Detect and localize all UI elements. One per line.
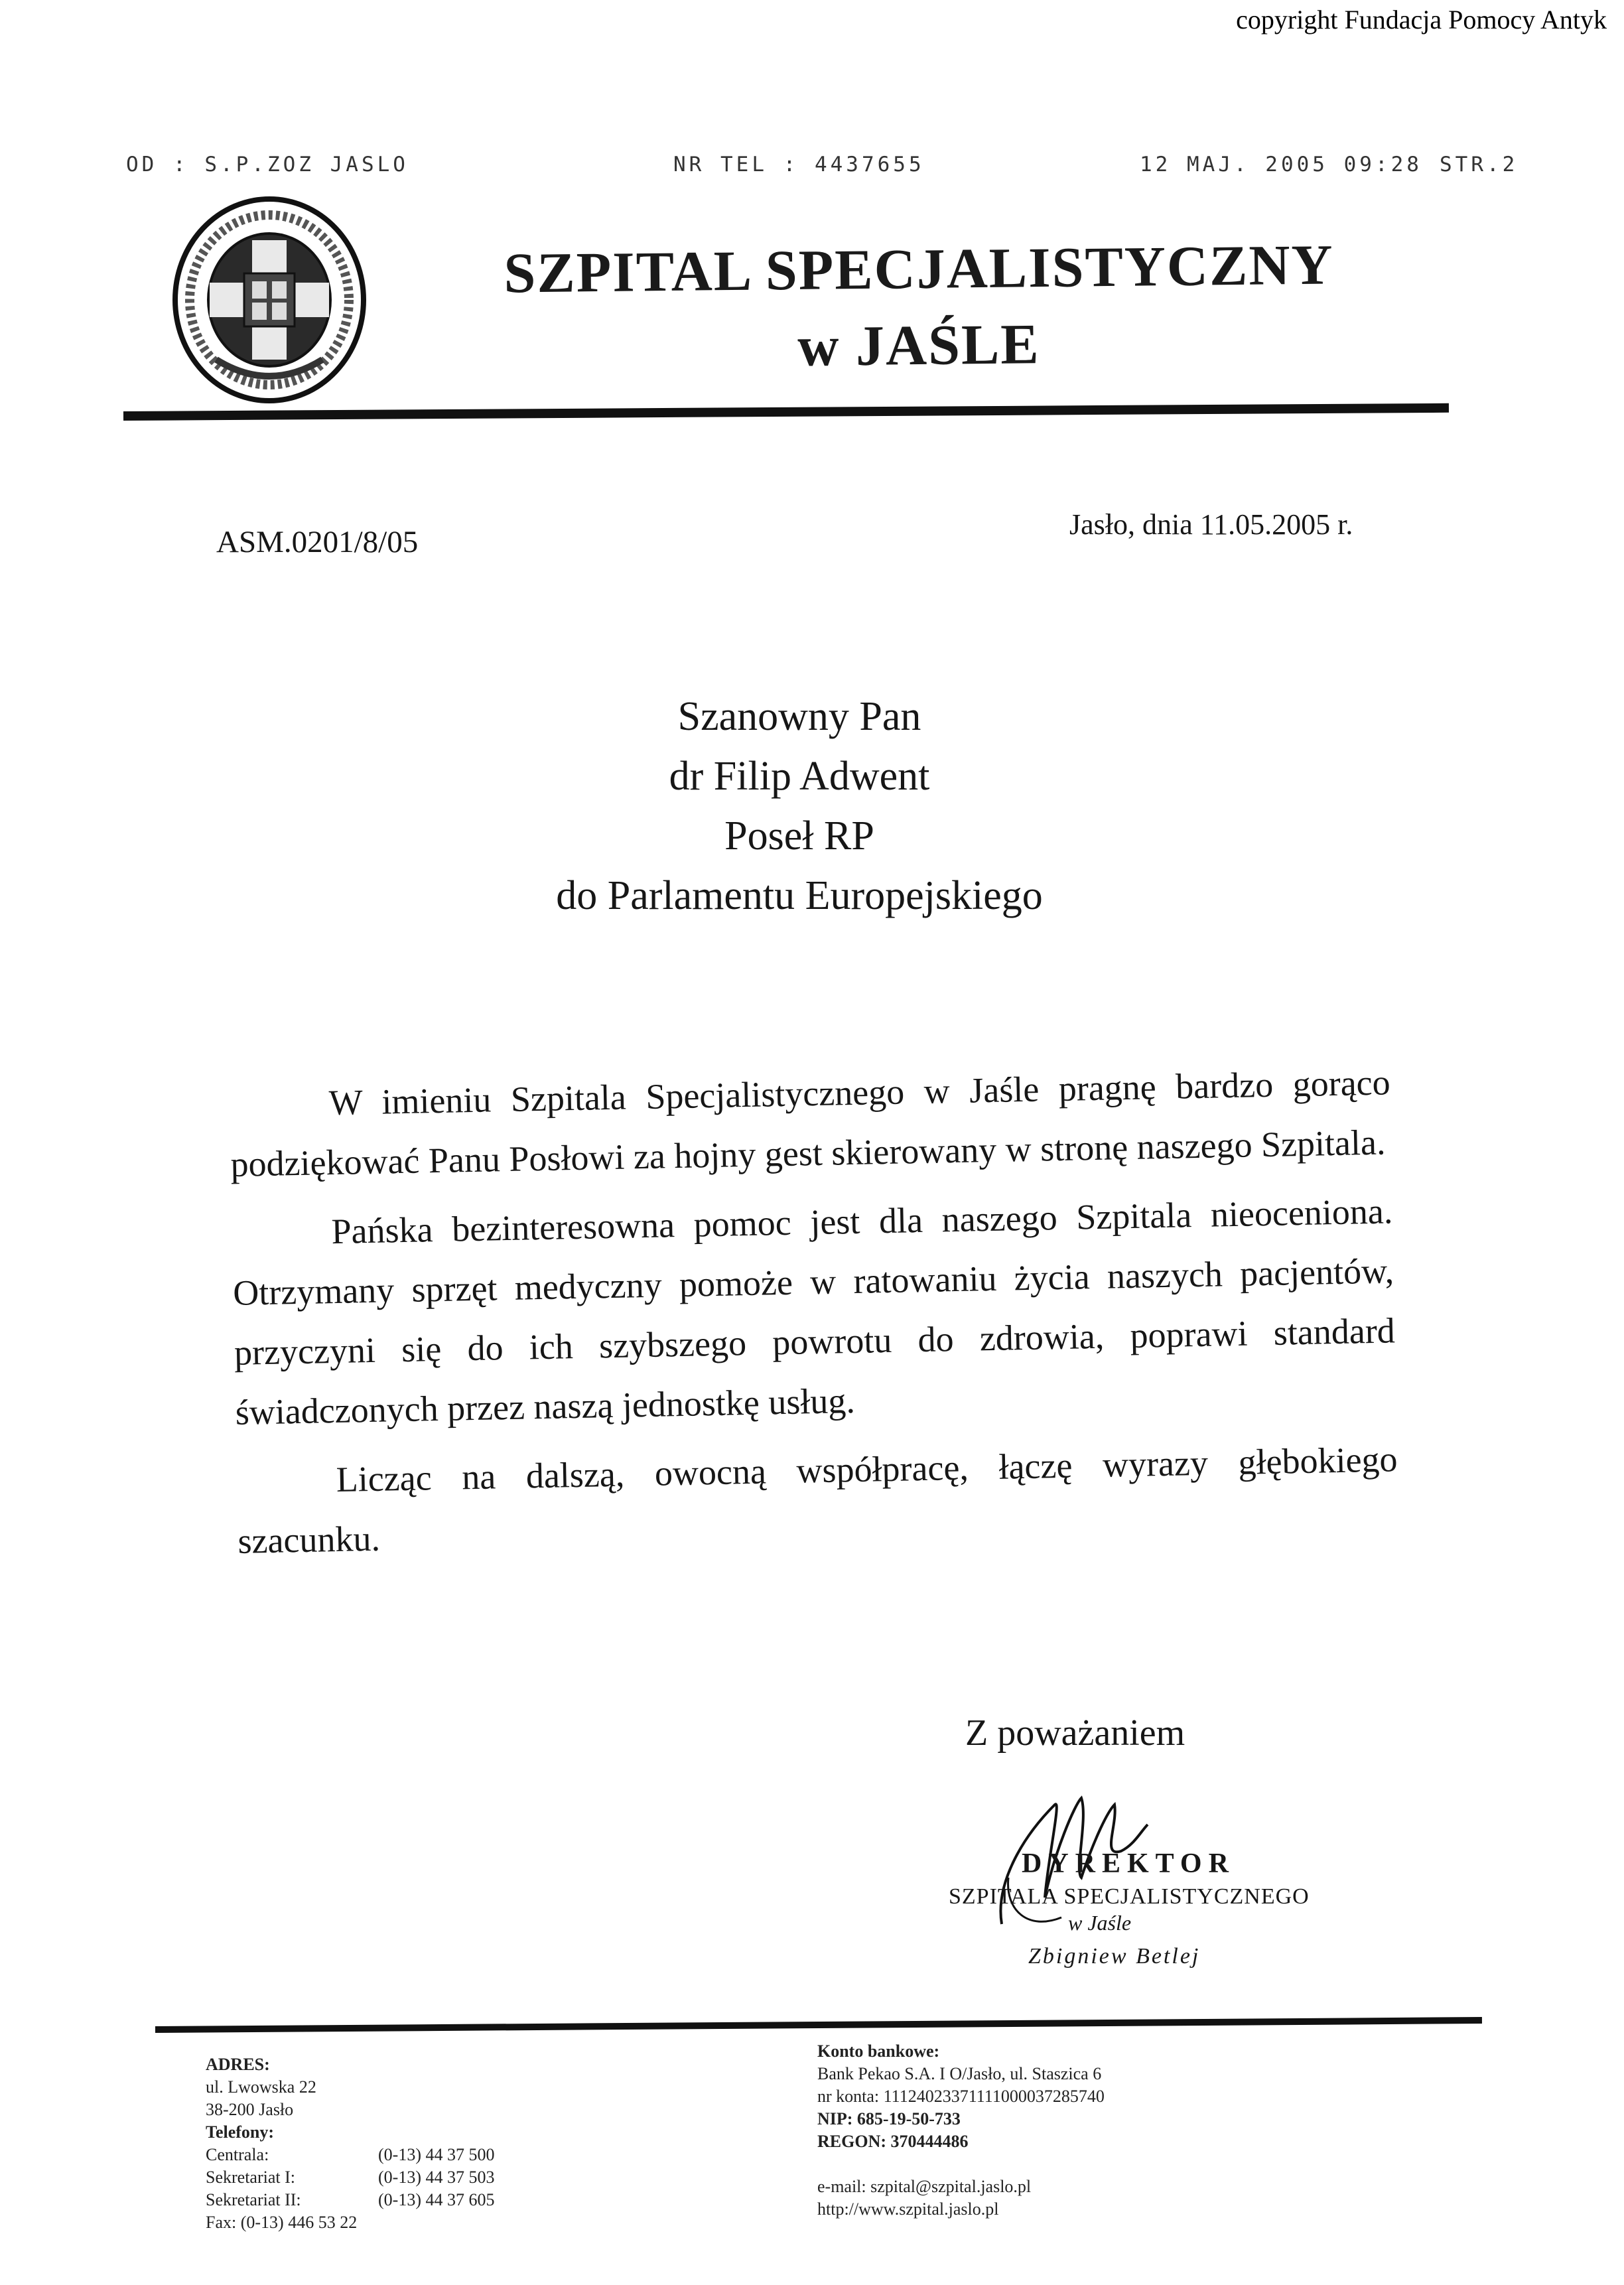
phone-row — [206, 2144, 494, 2166]
phone-number: (0-13) 44 37 500 — [378, 2145, 495, 2164]
addressee-name: dr Filip Adwent — [669, 754, 930, 799]
addressee-title: Poseł RP — [724, 813, 874, 859]
phones-label: Telefony: — [206, 2122, 275, 2142]
signature-stamp — [942, 1778, 1314, 1977]
nip: NIP: 685-19-50-733 — [817, 2109, 961, 2128]
stamp-title: DYREKTOR — [1022, 1848, 1235, 1879]
fax-header-from: OD : S.P.ZOZ JASLO — [126, 153, 409, 176]
footer-divider — [155, 2017, 1482, 2033]
copyright-notice: copyright Fundacja Pomocy Antyk — [1236, 5, 1607, 35]
addressee-institution: do Parlamentu Europejskiego — [556, 873, 1043, 918]
closing-phrase: Z poważaniem — [965, 1712, 1185, 1754]
website-link[interactable]: http://www.szpital.jaslo.pl — [817, 2199, 999, 2219]
footer-bank-block — [817, 2040, 1105, 2221]
fax-header-tel: NR TEL : 4437655 — [673, 153, 925, 176]
stamp-organization: SZPITALA SPECJALISTYCZNEGO — [949, 1884, 1310, 1909]
reference-number: ASM.0201/8/05 — [216, 525, 419, 559]
phone-label: Sekretariat I: — [206, 2168, 295, 2187]
phone-row — [206, 2189, 494, 2211]
place-date: Jasło, dnia 11.05.2005 r. — [1069, 508, 1353, 541]
body-paragraph-1: W imieniu Szpitala Specjalistycznego w Jaśle pragnę bardzo gorąco podziękować Panu Posłowi za hojny gest skierowany w stronę naszego Szpitala. — [230, 1062, 1391, 1184]
fax-header-datetime: 12 MAJ. 2005 09:28 — [1140, 153, 1422, 176]
email-link[interactable]: e-mail: szpital@szpital.jaslo.pl — [817, 2177, 1032, 2196]
phone-number: (0-13) 44 37 605 — [378, 2190, 495, 2209]
fax-header-page: STR.2 — [1440, 153, 1519, 176]
stamp-location: w Jaśle — [1068, 1911, 1132, 1935]
phone-label: Sekretariat II: — [206, 2190, 301, 2209]
bank-label: Konto bankowe: — [817, 2042, 940, 2061]
hospital-name: SZPITAL SPECJALISTYCZNY — [503, 232, 1335, 305]
street: ul. Lwowska 22 — [206, 2077, 316, 2097]
bank-account: nr konta: 11124023371111000037285740 — [817, 2087, 1105, 2106]
addressee-salutation: Szanowny Pan — [677, 694, 921, 739]
signatory-name: Zbigniew Betlej — [1028, 1944, 1201, 1969]
fax-number: Fax: (0-13) 446 53 22 — [206, 2213, 358, 2232]
phone-number: (0-13) 44 37 503 — [378, 2168, 495, 2187]
footer-address-block — [206, 2053, 494, 2234]
phone-row — [206, 2166, 494, 2189]
city: 38-200 Jasło — [206, 2100, 294, 2119]
regon: REGON: 370444486 — [817, 2132, 969, 2151]
phone-label: Centrala: — [206, 2145, 269, 2164]
bank-name: Bank Pekao S.A. I O/Jasło, ul. Staszica 6 — [817, 2064, 1102, 2083]
body-paragraph-3: Licząc na dalszą, owocną współpracę, łączę wyrazy głębokiego szacunku. — [237, 1439, 1398, 1561]
letter-body — [229, 1052, 1399, 1570]
hospital-seal-logo — [170, 194, 369, 406]
body-paragraph-2: Pańska bezinteresowna pomoc jest dla naszego Szpitala nieoceniona. Otrzymany sprzęt medyczny pomoże w ratowaniu życia naszych pacjentów, przyczyni się do ich szybszego powrotu do zdrowia, poprawi standard świadczonych przez naszą jednostkę usług. — [232, 1191, 1396, 1432]
hospital-location: w JAŚLE — [797, 312, 1041, 378]
address-label: ADRES: — [206, 2055, 270, 2074]
